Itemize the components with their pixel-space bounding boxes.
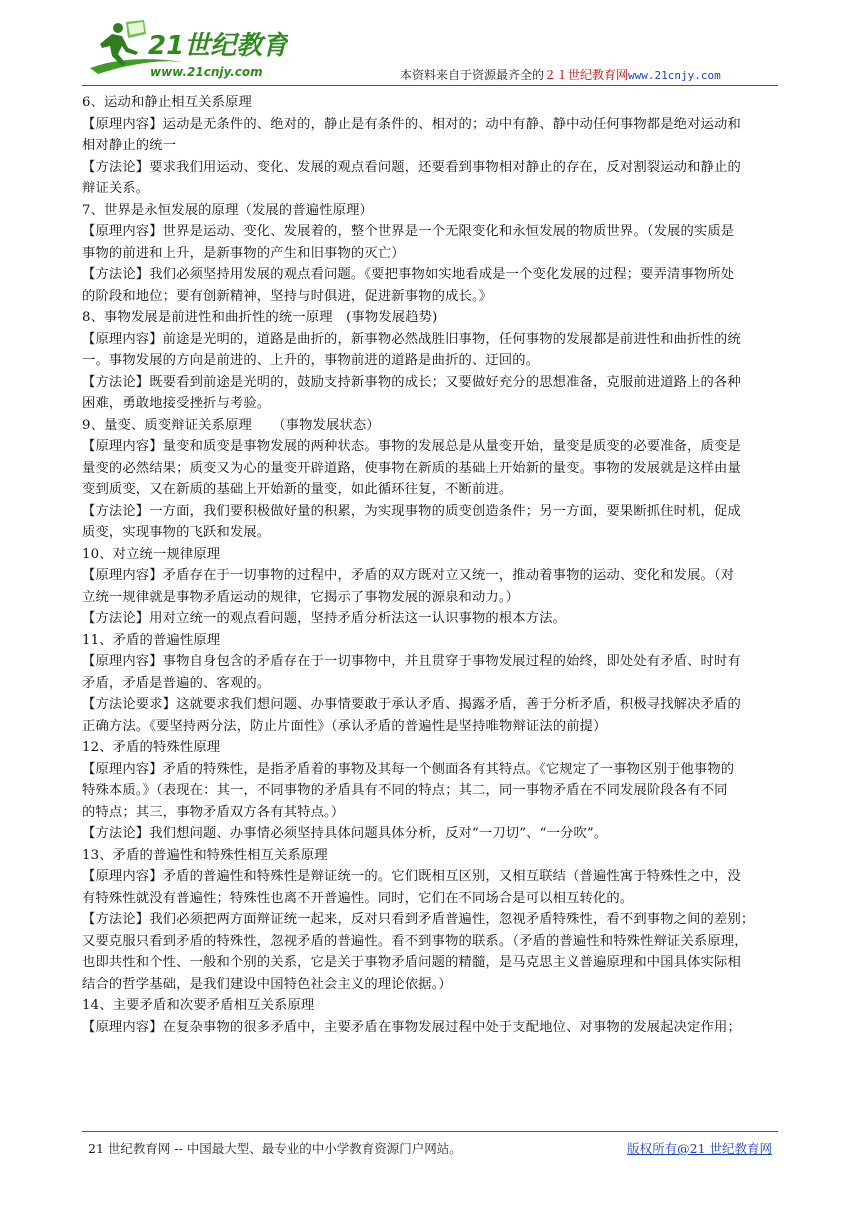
text-line: 困难，勇敢地接受挫折与考验。 bbox=[82, 396, 271, 411]
text-line: 【原理内容】事物自身包含的矛盾存在于一切事物中，并且贯穿于事物发展过程的始终，即处处有矛盾、时时有 bbox=[82, 654, 741, 669]
text-line: 10、对立统一规律原理 bbox=[82, 546, 221, 562]
text-line: 13、矛盾的普遍性和特殊性相互关系原理 bbox=[82, 847, 328, 863]
text-line: 立统一规律就是事物矛盾运动的规律，它揭示了事物发展的源泉和动力。） bbox=[82, 589, 520, 605]
text-line: 14、主要矛盾和次要矛盾相互关系原理 bbox=[82, 998, 315, 1013]
text-line: 【原理内容】前途是光明的，道路是曲折的，新事物必然战胜旧事物，任何事物的发展都是前进性和曲折性的统 bbox=[82, 331, 741, 347]
text-line: 事物的前进和上升，是新事物的产生和旧事物的灭亡） bbox=[82, 245, 405, 261]
text-line: 也即共性和个性、一般和个别的关系，它是关于事物矛盾问题的精髓，是马克思主义普遍原理和中国具体实际相 bbox=[82, 955, 741, 970]
text-line: 的特点；其三，事物矛盾双方各有其特点。） bbox=[82, 804, 345, 820]
header-note-url[interactable]: www.21cnjy.com bbox=[628, 69, 721, 82]
text-line: 8、事物发展是前进性和曲折性的统一原理 (事物发展趋势) bbox=[82, 310, 438, 325]
text-line: 质变，实现事物的飞跃和发展。 bbox=[82, 525, 271, 540]
header-source-note bbox=[400, 66, 721, 83]
footer-copyright-link[interactable]: 版权所有@21 世纪教育网 bbox=[627, 1141, 772, 1156]
runner-logo-icon bbox=[88, 18, 288, 82]
text-line: 【原理内容】矛盾的普遍性和特殊性是辩证统一的。它们既相互区别，又相互联结（普遍性寓于特殊性之中，没 bbox=[82, 869, 741, 884]
header-note-brand: ２１世纪教育网 bbox=[544, 68, 629, 82]
text-line: 矛盾，矛盾是普遍的、客观的。 bbox=[82, 675, 271, 691]
text-line: 【方法论要求】这就要求我们想问题、办事情要敢于承认矛盾、揭露矛盾，善于分析矛盾，积极寻找解决矛盾的 bbox=[82, 697, 741, 712]
text-line: 特殊本质。》（表现在：其一，不同事物的矛盾具有不同的特点；其二，同一事物矛盾在不同发展阶段各有不同 bbox=[82, 783, 728, 798]
site-logo bbox=[88, 18, 288, 82]
text-line: 结合的哲学基础，是我们建设中国特色社会主义的理论依据。） bbox=[82, 976, 452, 992]
text-line: 【方法论】一方面，我们要积极做好量的积累，为实现事物的质变创造条件；另一方面，要果断抓住时机，促成 bbox=[82, 503, 741, 519]
footer-divider bbox=[82, 1131, 778, 1132]
text-line: 有特殊性就没有普遍性；特殊性也离不开普遍性。同时，它们在不同场合是可以相互转化的。 bbox=[82, 890, 634, 906]
text-line: 【方法论】用对立统一的观点看问题，坚持矛盾分析法这一认识事物的根本方法。 bbox=[82, 611, 567, 626]
header-note-prefix: 本资料来自于资源最齐全的 bbox=[400, 68, 545, 82]
text-line: 7、世界是永恒发展的原理（发展的普遍性原理） bbox=[82, 202, 373, 218]
text-line: 相对静止的统一 bbox=[82, 138, 177, 153]
text-line: 11、矛盾的普遍性原理 bbox=[82, 632, 221, 648]
text-line: 的阶段和地位；要有创新精神，坚持与时俱进，促进新事物的成长。》 bbox=[82, 288, 493, 304]
text-line: 辩证关系。 bbox=[82, 181, 150, 196]
text-line: 【原理内容】世界是运动、变化、发展着的，整个世界是一个无限变化和永恒发展的物质世界。（发展的实质是 bbox=[82, 224, 735, 239]
text-line: 量变的必然结果；质变又为心的量变开辟道路，使事物在新质的基础上开始新的量变。事物的发展就是这样由量 bbox=[82, 460, 741, 476]
text-line: 9、量变、质变辩证关系原理 （事物发展状态） bbox=[82, 417, 380, 433]
document-body bbox=[82, 92, 778, 1038]
text-line: 6、运动和静止相互关系原理 bbox=[82, 95, 252, 110]
text-line: 12、矛盾的特殊性原理 bbox=[82, 740, 221, 755]
footer-site-description: 21 世纪教育网 -- 中国最大型、最专业的中小学教育资源门户网站。 bbox=[88, 1141, 462, 1156]
text-line: 一。事物发展的方向是前进的、上升的，事物前进的道路是曲折的、迂回的。 bbox=[82, 353, 540, 368]
header-divider bbox=[82, 85, 778, 86]
text-line: 【方法论】我们必须把两方面辩证统一起来，反对只看到矛盾普遍性，忽视矛盾特殊性，看不到事物之间的差别； bbox=[82, 912, 755, 927]
svg-text:21世纪教育: 21世纪教育 bbox=[148, 31, 288, 61]
text-line: 正确方法。《要坚持两分法，防止片面性》（承认矛盾的普遍性是坚持唯物辩证法的前提） bbox=[82, 718, 607, 734]
text-line: 【原理内容】矛盾存在于一切事物的过程中，矛盾的双方既对立又统一，推动着事物的运动、变化和发展。（对 bbox=[82, 568, 735, 583]
text-line: 【方法论】要求我们用运动、变化、发展的观点看问题，还要看到事物相对静止的存在，反对割裂运动和静止的 bbox=[82, 159, 741, 175]
text-line: 【方法论】既要看到前途是光明的，鼓励支持新事物的成长；又要做好充分的思想准备，克服前进道路上的各种 bbox=[82, 374, 741, 390]
text-line: 【原理内容】量变和质变是事物发展的两种状态。事物的发展总是从量变开始，量变是质变的必要准备，质变是 bbox=[82, 439, 741, 454]
text-line: 又要克服只看到矛盾的特殊性，忽视矛盾的普遍性。看不到事物的联系。（矛盾的普遍性和特殊性辩证关系原理， bbox=[82, 933, 748, 949]
text-line: 【方法论】我们必须坚持用发展的观点看问题。《要把事物如实地看成是一个变化发展的过程；要弄清事物所处 bbox=[82, 267, 735, 282]
text-line: 变到质变，又在新质的基础上开始新的量变，如此循环往复，不断前进。 bbox=[82, 482, 513, 497]
page-header bbox=[0, 0, 860, 92]
svg-text:www.21cnjy.com: www.21cnjy.com bbox=[150, 65, 263, 79]
text-line: 【原理内容】矛盾的特殊性，是指矛盾着的事物及其每一个侧面各有其特点。《它规定了一事物区别于他事物的 bbox=[82, 761, 735, 777]
text-line: 【方法论】我们想问题、办事情必须坚持具体问题具体分析，反对“一刀切”、“一分吹”。 bbox=[82, 826, 608, 841]
text-line: 【原理内容】运动是无条件的、绝对的，静止是有条件的、相对的；动中有静、静中动任何事物都是绝对运动和 bbox=[82, 116, 741, 132]
text-line: 【原理内容】在复杂事物的很多矛盾中，主要矛盾在事物发展过程中处于支配地位、对事物的发展起决定作用； bbox=[82, 1019, 741, 1035]
